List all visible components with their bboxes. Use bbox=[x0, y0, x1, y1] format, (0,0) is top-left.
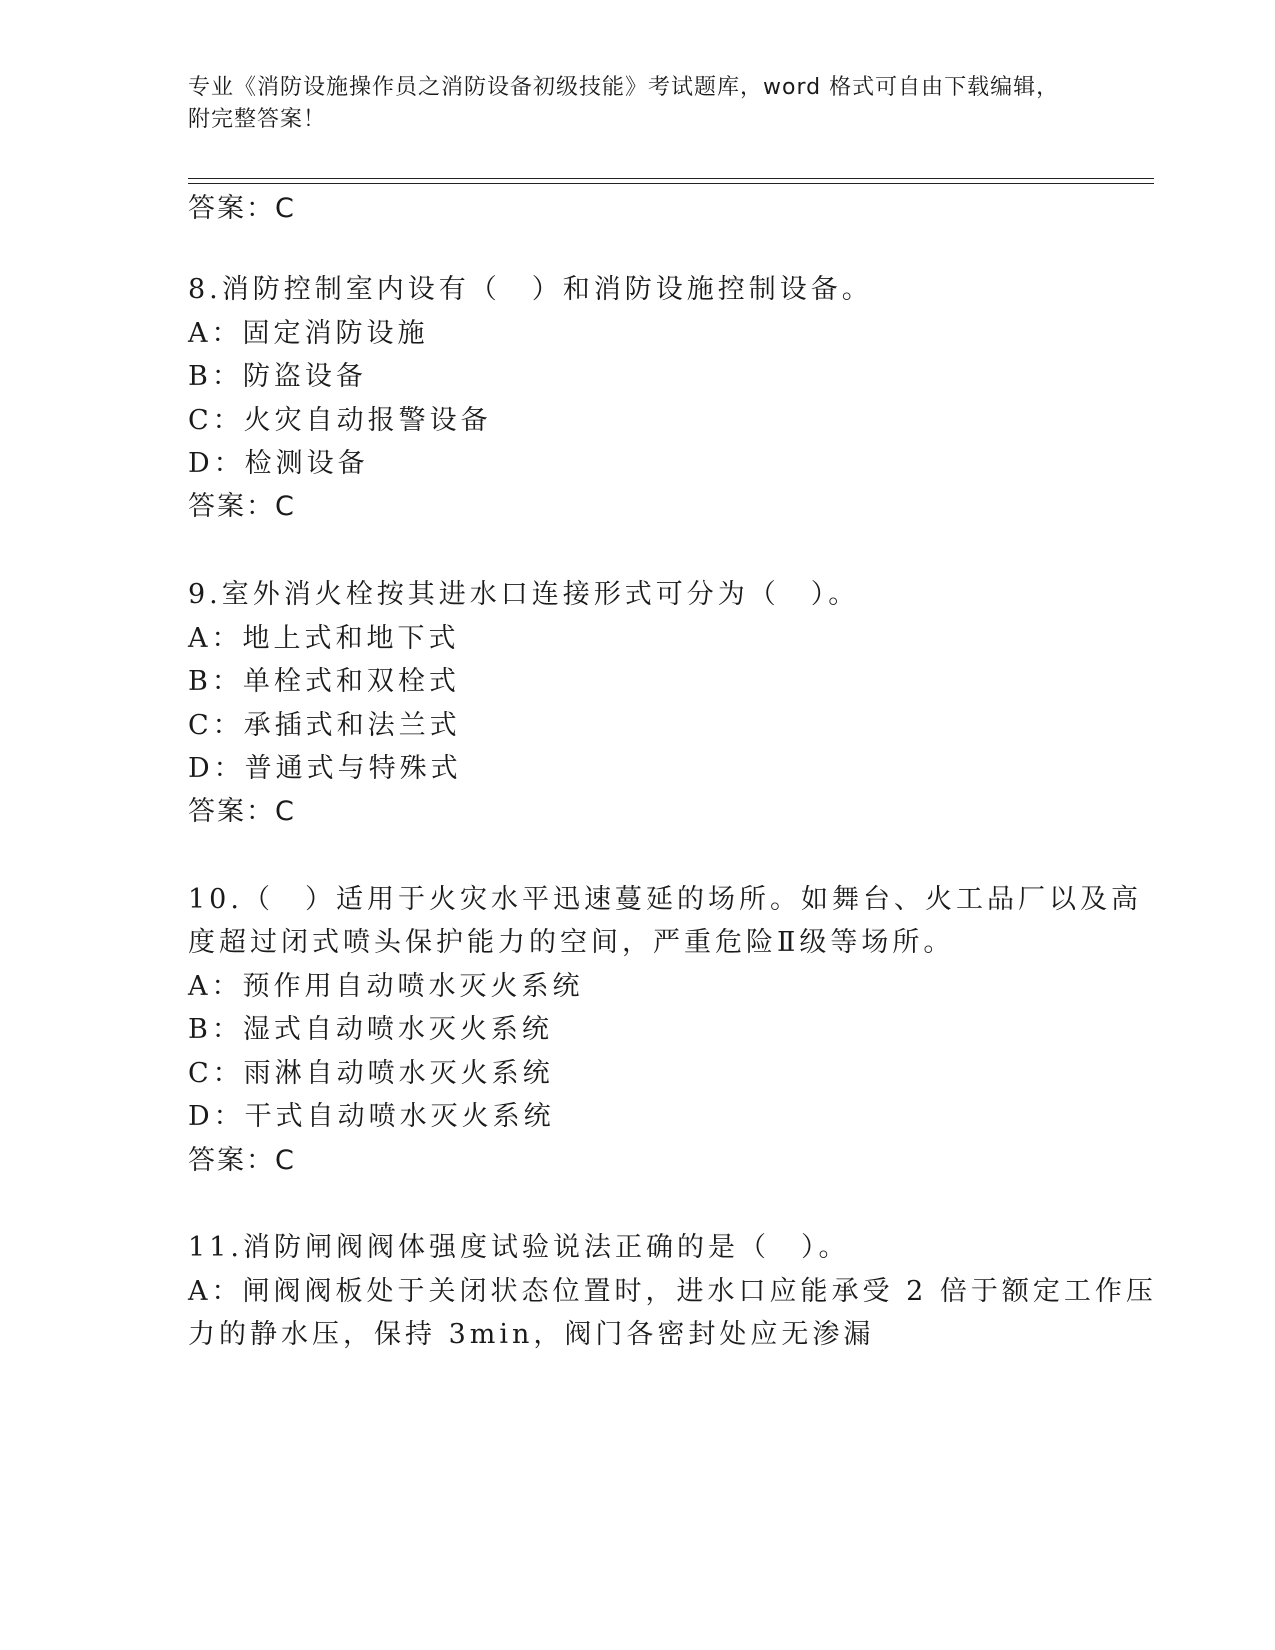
option-b: B：防盗设备 bbox=[188, 361, 367, 392]
answer-line: 答案：C bbox=[188, 491, 296, 522]
option-a: A：闸阀阀板处于关闭状态位置时，进水口应能承受 2 倍于额定工作压 bbox=[188, 1276, 1157, 1307]
option-b: B：湿式自动喷水灭火系统 bbox=[188, 1014, 553, 1045]
answer-line: 答案：C bbox=[188, 796, 296, 827]
answer-line: 答案：C bbox=[188, 193, 296, 224]
header-rule-top bbox=[188, 178, 1154, 179]
option-b: B：单栓式和双栓式 bbox=[188, 666, 460, 697]
option-a-continued: 力的静水压，保持 3min，阀门各密封处应无渗漏 bbox=[188, 1319, 875, 1350]
option-d: D：普通式与特殊式 bbox=[188, 753, 462, 784]
option-d: D：干式自动喷水灭火系统 bbox=[188, 1101, 555, 1132]
question-stem: 8.消防控制室内设有（ ）和消防设施控制设备。 bbox=[188, 274, 873, 305]
option-a: A：地上式和地下式 bbox=[188, 623, 460, 654]
answer-line: 答案：C bbox=[188, 1145, 296, 1176]
document-header: 专业《消防设施操作员之消防设备初级技能》考试题库，word 格式可自由下载编辑，附完整答案！ bbox=[188, 75, 1060, 132]
option-a: A：预作用自动喷水灭火系统 bbox=[188, 971, 584, 1002]
option-c: C：雨淋自动喷水灭火系统 bbox=[188, 1058, 554, 1089]
option-c: C：火灾自动报警设备 bbox=[188, 405, 492, 436]
question-stem-continued: 度超过闭式喷头保护能力的空间，严重危险Ⅱ级等场所。 bbox=[188, 927, 955, 958]
option-d: D：检测设备 bbox=[188, 448, 369, 479]
option-a: A：固定消防设施 bbox=[188, 318, 429, 349]
header-rule-bottom bbox=[188, 183, 1154, 184]
question-stem: 11.消防闸阀阀体强度试验说法正确的是（ ）。 bbox=[188, 1232, 850, 1263]
question-stem: 9.室外消火栓按其进水口连接形式可分为（ ）。 bbox=[188, 579, 860, 610]
question-stem: 10.（ ）适用于火灾水平迅速蔓延的场所。如舞台、火工品厂以及高 bbox=[188, 884, 1142, 915]
option-c: C：承插式和法兰式 bbox=[188, 710, 461, 741]
